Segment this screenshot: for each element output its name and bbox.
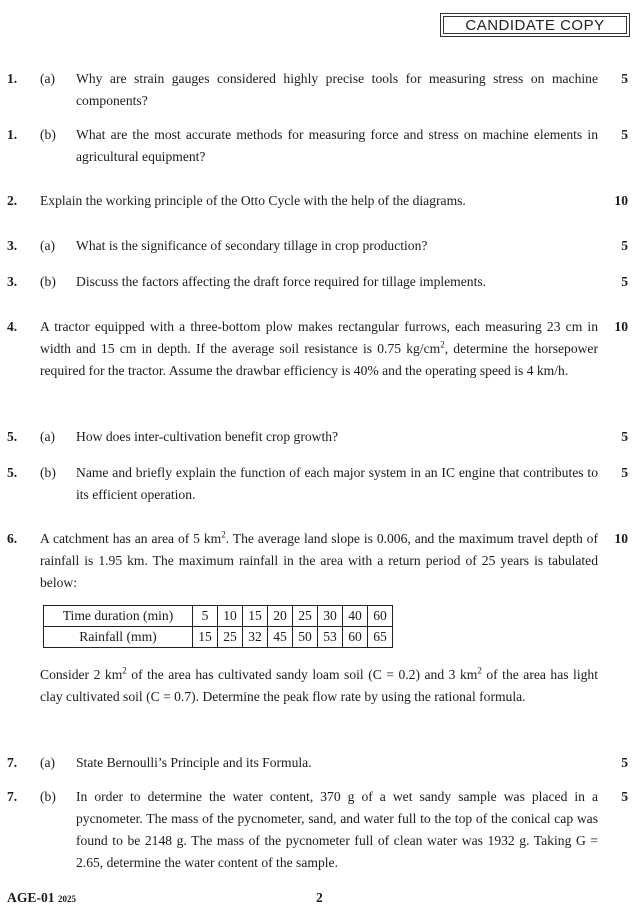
table-cell: 50 xyxy=(293,627,318,648)
table-cell: 45 xyxy=(268,627,293,648)
question-number: 5. xyxy=(7,429,18,444)
question-part: (b) xyxy=(40,274,56,289)
table-cell: 30 xyxy=(318,606,343,627)
question-part: (a) xyxy=(40,429,56,444)
question-marks: 10 xyxy=(614,193,628,208)
question-marks: 5 xyxy=(621,465,628,480)
question-marks: 5 xyxy=(621,127,628,142)
question-part: (a) xyxy=(40,755,56,770)
stamp-label: CANDIDATE COPY xyxy=(443,16,627,34)
table-row xyxy=(44,606,393,627)
question-number: 7. xyxy=(7,755,18,770)
question-text: In order to determine the water content, 370 g of a wet sandy sample was placed in a pycnometer. The mass of the pycnometer, sand, and water full to the top of the conical cap was found to be 2148 g. The mass of the pycnometer full of clean water was 1932 g. Taking G = 2.65, determine the water content of the sample. xyxy=(76,789,598,870)
question-text: What is the significance of secondary tillage in crop production? xyxy=(76,238,428,253)
question-text: Explain the working principle of the Otto Cycle with the help of the diagrams. xyxy=(40,193,466,208)
question-marks: 10 xyxy=(614,531,628,546)
question-text: Discuss the factors affecting the draft force required for tillage implements. xyxy=(76,274,487,289)
question-marks: 5 xyxy=(621,238,628,253)
paper-code xyxy=(7,890,76,906)
question-number: 4. xyxy=(7,319,18,334)
table-cell: Time duration (min) xyxy=(44,606,193,627)
rainfall-table xyxy=(43,605,393,648)
question-marks: 5 xyxy=(621,71,628,86)
table-cell: 60 xyxy=(343,627,368,648)
question-text: Consider 2 $km^2$ of the area has cultivated sandy loam soil (C = 0.2) and 3 $km^2$ of the area has light clay cultivated soil (C = 0.7). Determine the peak flow rate by using the rational formula. xyxy=(40,665,598,704)
table-cell: 10 xyxy=(218,606,243,627)
table-cell: 15 xyxy=(193,627,218,648)
question-number: 5. xyxy=(7,465,18,480)
table-cell: 40 xyxy=(343,606,368,627)
question-part: (b) xyxy=(40,465,56,480)
paper-year: 2025 xyxy=(57,894,76,904)
question-part: (a) xyxy=(40,238,56,253)
question-marks: 5 xyxy=(621,755,628,770)
question-number: 3. xyxy=(7,238,18,253)
table-cell: 25 xyxy=(293,606,318,627)
table-cell: 53 xyxy=(318,627,343,648)
question-number: 1. xyxy=(7,71,18,86)
question-text: A tractor equipped with a three-bottom plow makes rectangular furrows, each measuring 23 cm in width and 15 cm in depth. If the average soil resistance is 0.75 $kg/cm^2$, determine the horsepower required for the tractor. Assume the drawbar efficiency is 40% and the operating speed is 4 km/h. xyxy=(40,319,598,378)
question-text: Name and briefly explain the function of each major system in an IC engine that contributes to its efficient operation. xyxy=(76,465,598,502)
table-cell: 60 xyxy=(368,606,393,627)
table-cell: 15 xyxy=(243,606,268,627)
table-cell: 25 xyxy=(218,627,243,648)
question-marks: 10 xyxy=(614,319,628,334)
question-text: What are the most accurate methods for measuring force and stress on machine elements in agricultural equipment? xyxy=(76,127,598,164)
question-text: State Bernoulli’s Principle and its Formula. xyxy=(76,755,312,770)
question-marks: 5 xyxy=(621,274,628,289)
question-part: (b) xyxy=(40,789,56,804)
question-marks: 5 xyxy=(621,789,628,804)
candidate-copy-stamp xyxy=(440,13,630,37)
question-number: 7. xyxy=(7,789,18,804)
question-number: 2. xyxy=(7,193,18,208)
table-cell: 32 xyxy=(243,627,268,648)
question-part: (a) xyxy=(40,71,56,86)
table-cell: 20 xyxy=(268,606,293,627)
question-number: 6. xyxy=(7,531,18,546)
question-text: A catchment has an area of 5 $km^2$. The average land slope is 0.006, and the maximum travel depth of rainfall is 1.95 km. The maximum rainfall in the area with a return period of 25 years is tabulated below: xyxy=(40,529,598,590)
table-cell: Rainfall (mm) xyxy=(44,627,193,648)
question-number: 1. xyxy=(7,127,18,142)
question-marks: 5 xyxy=(621,429,628,444)
paper-code-label: AGE-01 xyxy=(7,890,55,905)
question-text: Why are strain gauges considered highly precise tools for measuring stress on machine components? xyxy=(76,71,598,108)
question-text: How does inter-cultivation benefit crop growth? xyxy=(76,429,339,444)
question-part: (b) xyxy=(40,127,56,142)
page-number: 2 xyxy=(316,890,323,905)
table-cell: 65 xyxy=(368,627,393,648)
table-cell: 5 xyxy=(193,606,218,627)
question-number: 3. xyxy=(7,274,18,289)
table-row xyxy=(44,627,393,648)
